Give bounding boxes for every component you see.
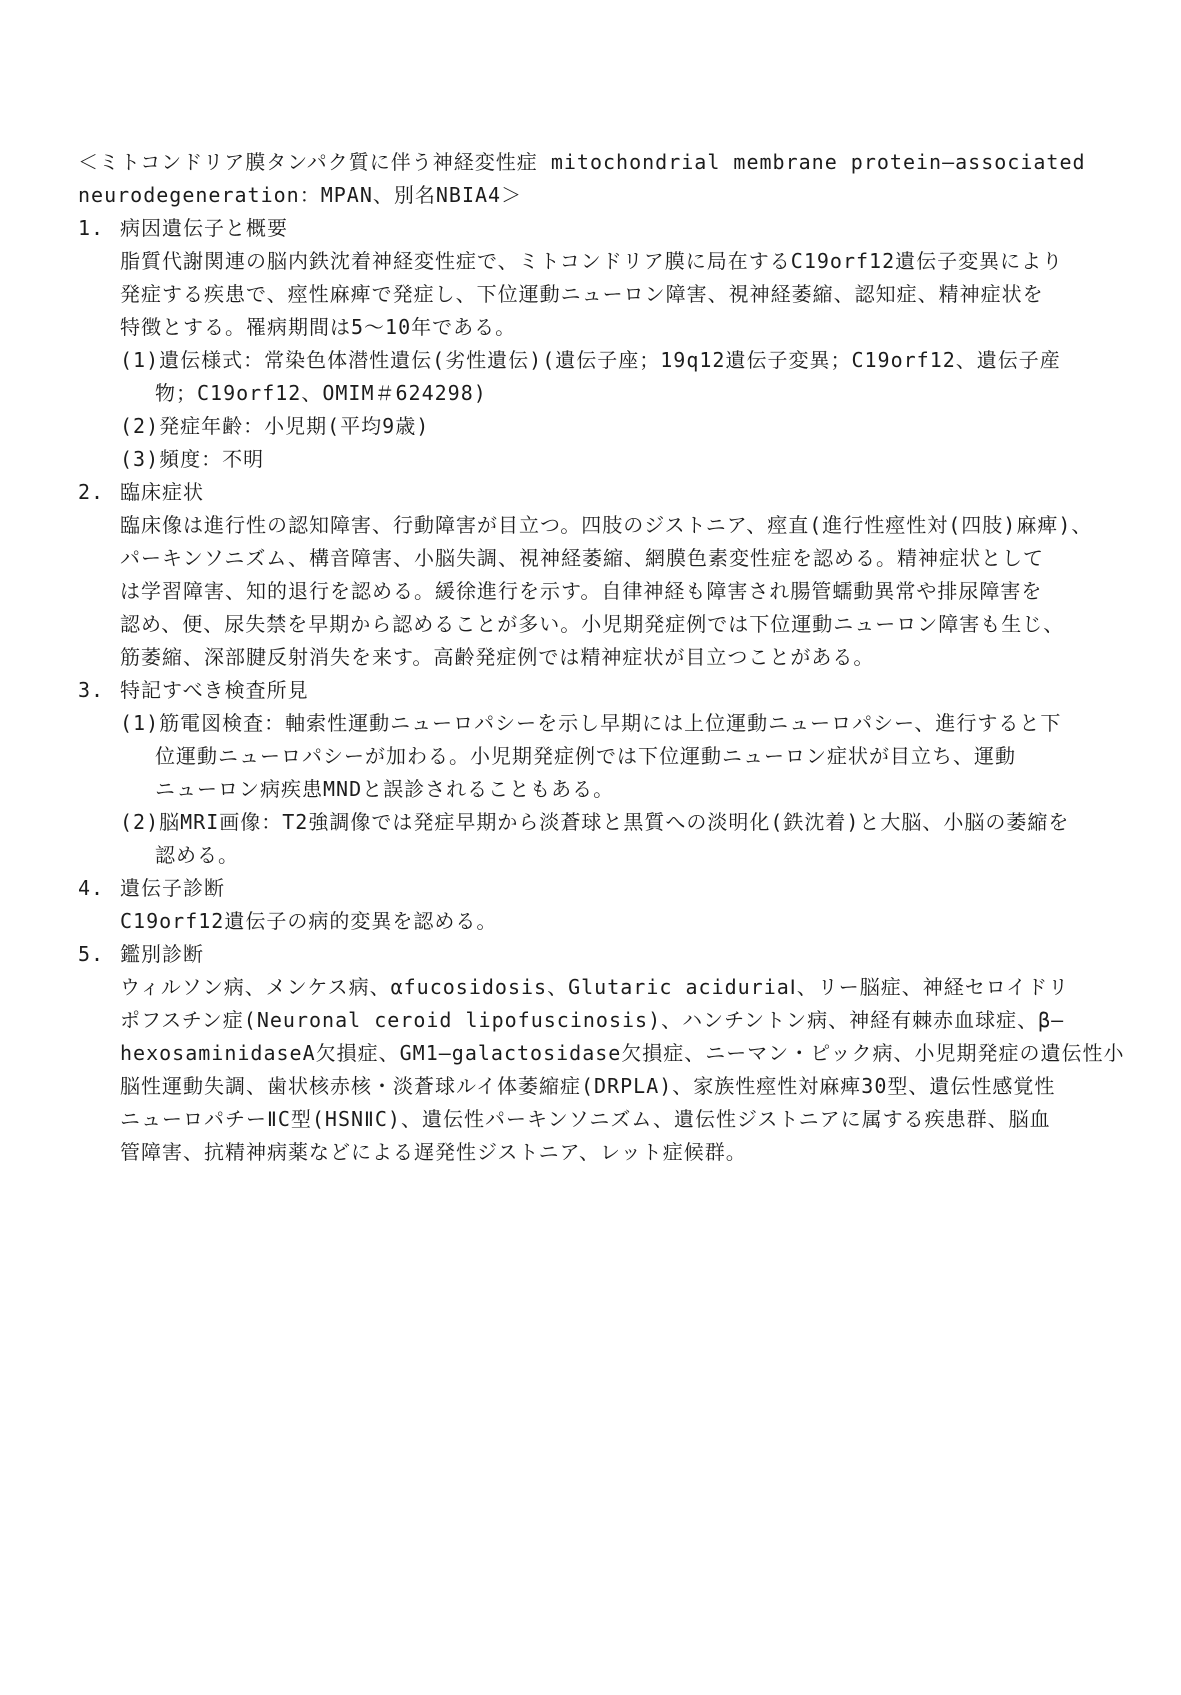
section-2-body-line: 臨床像は進行性の認知障害、行動障害が目立つ。四肢のジストニア、痙直(進行性痙性対(四肢)麻痺)、 <box>120 513 1093 537</box>
section-1-number: 1. <box>78 216 105 240</box>
section-4-number: 4. <box>78 876 105 900</box>
section-5-body-line: 脳性運動失調、歯状核赤核・淡蒼球ルイ体萎縮症(DRPLA)、家族性痙性対麻痺30型、遺伝性感覚性 <box>120 1074 1056 1098</box>
section-4-heading-row <box>78 872 1123 905</box>
section-5-number: 5. <box>78 942 105 966</box>
section-4-body-line: C19orf12遺伝子の病的変異を認める。 <box>120 909 498 933</box>
section-2-body-line: 認め、便、尿失禁を早期から認めることが多い。小児期発症例では下位運動ニューロン障害も生じ、 <box>120 612 1065 636</box>
section-4-heading: 遺伝子診断 <box>120 876 225 900</box>
section-2-heading-row <box>78 476 1123 509</box>
section-2-number: 2. <box>78 480 105 504</box>
section-3-subitem-1-continuation: ニューロン病疾患MNDと誤診されることもある。 <box>155 777 615 801</box>
section-5-body-line: ポフスチン症(Neuronal ceroid lipofuscinosis)、ハンチントン病、神経有棘赤血球症、β― <box>120 1008 1065 1032</box>
section-1-subitem-3: (3)頻度：不明 <box>120 447 265 471</box>
section-2-body-line: 筋萎縮、深部腱反射消失を来す。高齢発症例では精神症状が目立つことがある。 <box>120 645 875 669</box>
section-2-body-line: は学習障害、知的退行を認める。緩徐進行を示す。自律神経も障害され腸管蠕動異常や排尿障害を <box>120 579 1043 603</box>
section-1-body-line: 特徴とする。罹病期間は5〜10年である。 <box>120 315 517 339</box>
section-2-heading: 臨床症状 <box>120 480 204 504</box>
document-text-block <box>78 146 1123 1169</box>
section-3-heading: 特記すべき検査所見 <box>120 678 309 702</box>
section-1-body-line: 発症する疾患で、痙性麻痺で発症し、下位運動ニューロン障害、視神経萎縮、認知症、精神症状を <box>120 282 1044 306</box>
section-3-heading-row <box>78 674 1123 707</box>
section-1-subitem-1: (1)遺伝様式：常染色体潜性遺伝(劣性遺伝)(遺伝子座；19q12遺伝子変異；C19orf12、遺伝子産 <box>120 348 1061 372</box>
section-5-heading: 鑑別診断 <box>120 942 204 966</box>
section-3-subitem-1: (1)筋電図検査：軸索性運動ニューロパシーを示し早期には上位運動ニューロパシー、進行すると下 <box>120 711 1062 735</box>
section-3-subitem-1-continuation: 位運動ニューロパシーが加わる。小児期発症例では下位運動ニューロン症状が目立ち、運動 <box>155 744 1016 768</box>
document-title-line-2: neurodegeneration：MPAN、別名NBIA4＞ <box>78 183 523 207</box>
section-1-subitem-1-continuation: 物；C19orf12、OMIM＃624298) <box>155 381 487 405</box>
section-5-heading-row <box>78 938 1123 971</box>
section-1-heading: 病因遺伝子と概要 <box>120 216 288 240</box>
section-5-body-line: hexosaminidaseA欠損症、GM1―galactosidase欠損症、ニーマン・ピック病、小児期発症の遺伝性小 <box>120 1041 1125 1065</box>
section-1-heading-row <box>78 212 1123 245</box>
section-3-subitem-2-continuation: 認める。 <box>155 843 239 867</box>
section-1-body-line: 脂質代謝関連の脳内鉄沈着神経変性症で、ミトコンドリア膜に局在するC19orf12遺伝子変異により <box>120 249 1064 273</box>
section-3-subitem-2: (2)脳MRI画像：T2強調像では発症早期から淡蒼球と黒質への淡明化(鉄沈着)と大脳、小脳の萎縮を <box>120 810 1070 834</box>
section-2-body-line: パーキンソニズム、構音障害、小脳失調、視神経萎縮、網膜色素変性症を認める。精神症状として <box>120 546 1044 570</box>
section-5-body-line: 管障害、抗精神病薬などによる遅発性ジストニア、レット症候群。 <box>120 1140 747 1164</box>
document-title-line-1: ＜ミトコンドリア膜タンパク質に伴う神経変性症 mitochondrial membrane protein―associated <box>78 150 1086 174</box>
section-3-number: 3. <box>78 678 105 702</box>
section-5-body-line: ニューロパチーⅡC型(HSNⅡC)、遺伝性パーキンソニズム、遺伝性ジストニアに属する疾患群、脳血 <box>120 1107 1051 1131</box>
section-5-body-line: ウィルソン病、メンケス病、αfucosidosis、Glutaric aciduriaⅠ、リー脳症、神経セロイドリ <box>120 975 1070 999</box>
section-1-subitem-2: (2)発症年齢：小児期(平均9歳) <box>120 414 430 438</box>
